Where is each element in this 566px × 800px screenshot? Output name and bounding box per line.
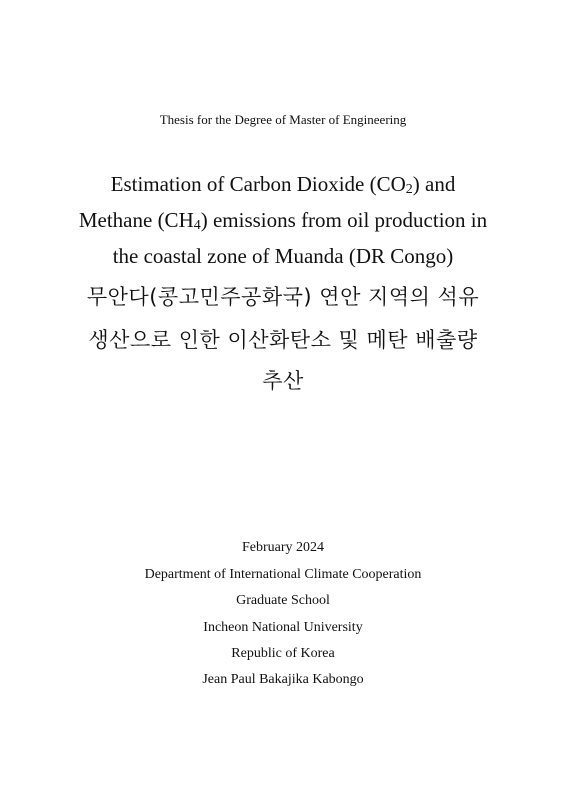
ch4-subscript: 4: [193, 218, 201, 233]
korean-title-line-2: 생산으로 인한 이산화탄소 및 메탄 배출량: [88, 328, 478, 352]
degree-line: Thesis for the Degree of Master of Engineering: [159, 112, 407, 127]
department-name: Department of International Climate Cooperation: [144, 567, 422, 582]
english-title-line-1-after: ) and: [412, 172, 456, 196]
english-title-line-3: the coastal zone of Muanda (DR Congo): [112, 244, 454, 268]
submission-date: February 2024: [241, 540, 325, 555]
author-name: Jean Paul Bakajika Kabongo: [202, 672, 364, 687]
english-title-line-2-before: Methane (CH: [78, 208, 194, 232]
english-title-line-2: [0, 207, 566, 239]
english-title-line-1: [0, 171, 566, 203]
university-name: Incheon National University: [203, 620, 363, 635]
korean-title-line-3: 추산: [262, 369, 304, 393]
school-name: Graduate School: [236, 593, 330, 608]
country-name: Republic of Korea: [231, 646, 335, 661]
english-title-line-1-before: Estimation of Carbon Dioxide (CO: [110, 172, 406, 196]
english-title-line-2-after: ) emissions from oil production in: [200, 208, 488, 232]
korean-title-line-1: 무안다(콩고민주공화국) 연안 지역의 석유: [86, 285, 480, 309]
co2-subscript: 2: [405, 182, 413, 197]
